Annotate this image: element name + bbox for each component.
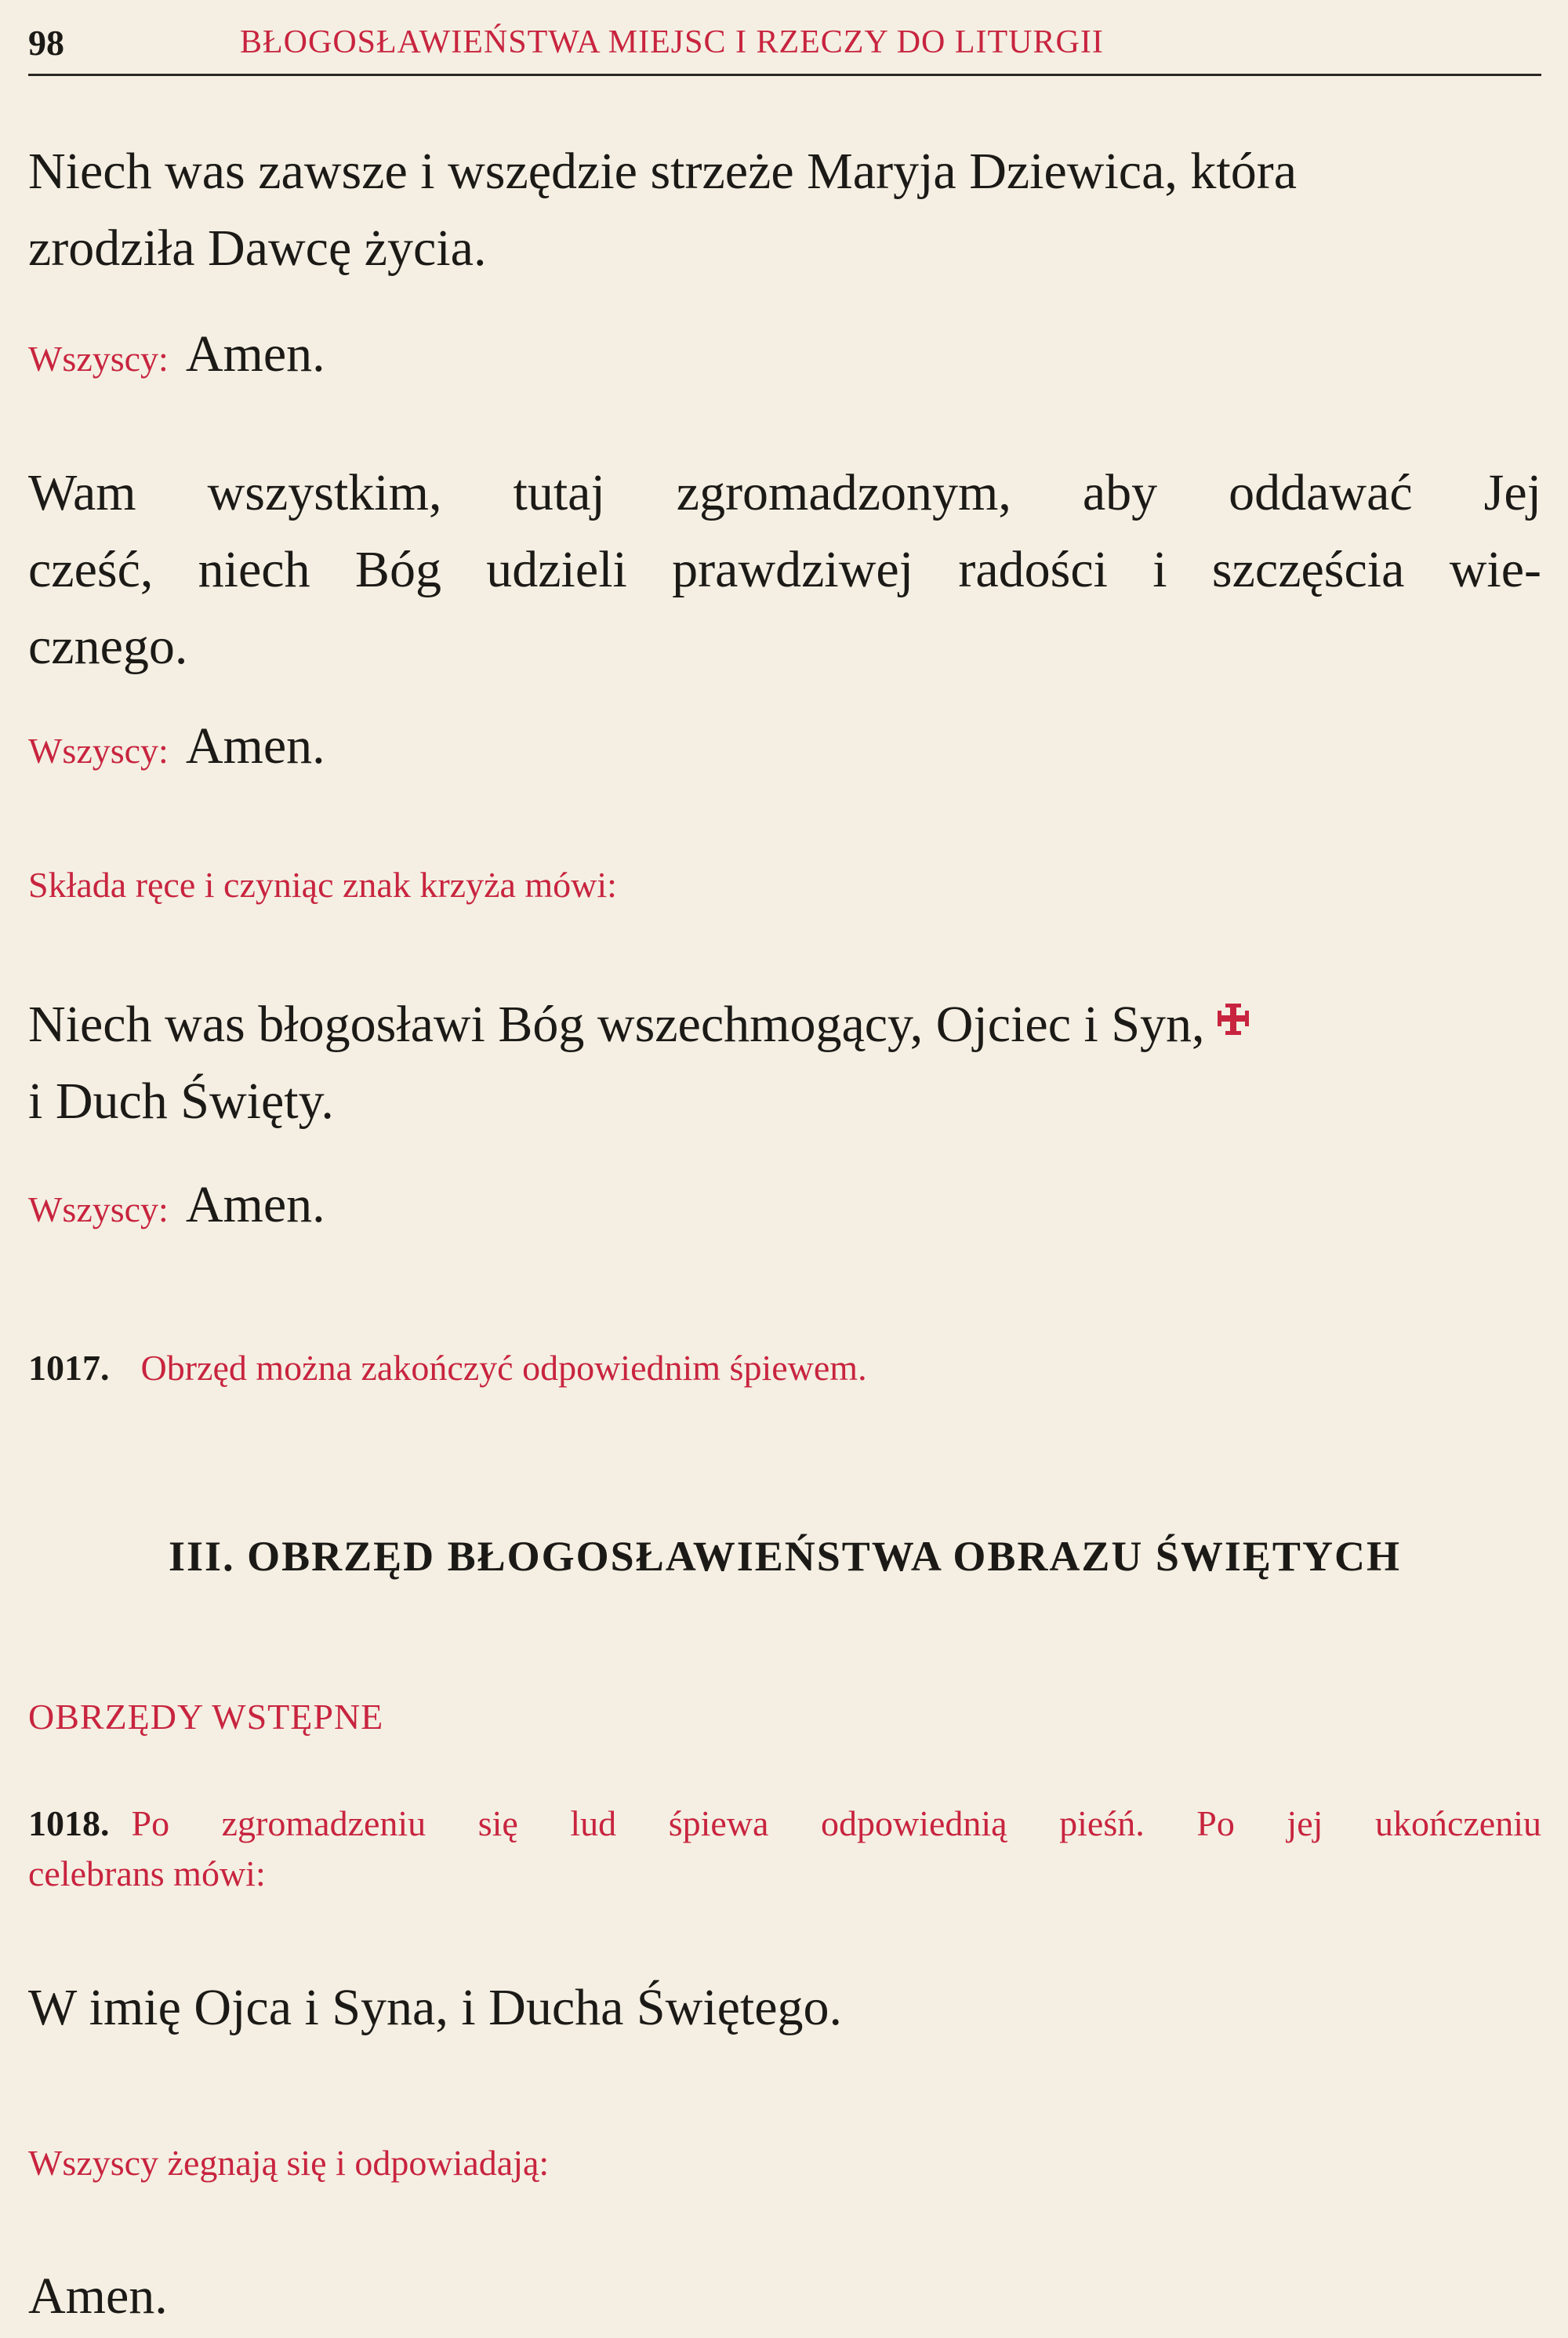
item-number: 1018. xyxy=(28,1803,110,1843)
page-header xyxy=(28,17,1541,76)
response-text: Amen. xyxy=(185,325,325,383)
response-label: Wszyscy: xyxy=(28,731,169,771)
blessing-all-line-2: cześć, niech Bóg udzieli prawdziwej radości i szczęścia wie- xyxy=(28,541,1541,598)
item-text: Obrzęd można zakończyć odpowiednim śpiewem. xyxy=(140,1348,867,1388)
response-text: Amen. xyxy=(185,1176,325,1233)
item-1018-line-2: celebrans mówi: xyxy=(28,1853,266,1893)
response-text: Amen. xyxy=(185,717,325,775)
final-amen: Amen. xyxy=(28,2267,168,2325)
item-1018-line-1 xyxy=(28,1799,1541,1849)
blessing-all xyxy=(28,455,1541,685)
final-blessing-line-1 xyxy=(28,982,1541,1063)
blessing-all-line-3: cznego. xyxy=(28,618,188,675)
response-label: Wszyscy: xyxy=(28,1189,169,1229)
running-head: BŁOGOSŁAWIEŃSTWA MIEJSC I RZECZY DO LITURGII xyxy=(240,24,1104,60)
final-blessing-text: Niech was błogosławi Bóg wszechmogący, Ojciec i Syn, xyxy=(28,996,1205,1053)
response-3 xyxy=(28,1172,1541,1251)
response-label: Wszyscy: xyxy=(28,339,169,379)
cross-potent-icon xyxy=(1216,982,1250,1016)
final-blessing-line-2: i Duch Święty. xyxy=(28,1073,334,1130)
blessing-all-line-1: Wam wszystkim, tutaj zgromadzonym, aby oddawać Jej xyxy=(28,464,1541,521)
item-text: Po zgromadzeniu się lud śpiewa odpowiednią pieśń. Po jej ukończeniu xyxy=(131,1803,1541,1843)
response-2 xyxy=(28,713,1541,793)
subsection-heading: OBRZĘDY WSTĘPNE xyxy=(28,1697,384,1737)
item-1018 xyxy=(28,1799,1541,1899)
invocation: W imię Ojca i Syna, i Ducha Świętego. xyxy=(28,1979,843,2036)
blessing-mary-line-2: zrodziła Dawcę życia. xyxy=(28,220,487,277)
section-heading: III. OBRZĘD BŁOGOSŁAWIEŃSTWA OBRAZU ŚWIĘTYCH xyxy=(169,1533,1401,1580)
blessing-mary-line-1: Niech was zawsze i wszędzie strzeże Maryja Dziewica, która xyxy=(28,143,1297,200)
page-number: 98 xyxy=(28,23,64,63)
final-blessing xyxy=(28,982,1541,1140)
blessing-mary xyxy=(28,133,1541,287)
item-1017 xyxy=(28,1345,1541,1391)
rubric-sign-of-cross: Składa ręce i czyniąc znak krzyża mówi: xyxy=(28,865,617,905)
rubric-response: Wszyscy żegnają się i odpowiadają: xyxy=(28,2143,550,2183)
item-number: 1017. xyxy=(28,1348,110,1388)
response-1 xyxy=(28,321,1541,401)
